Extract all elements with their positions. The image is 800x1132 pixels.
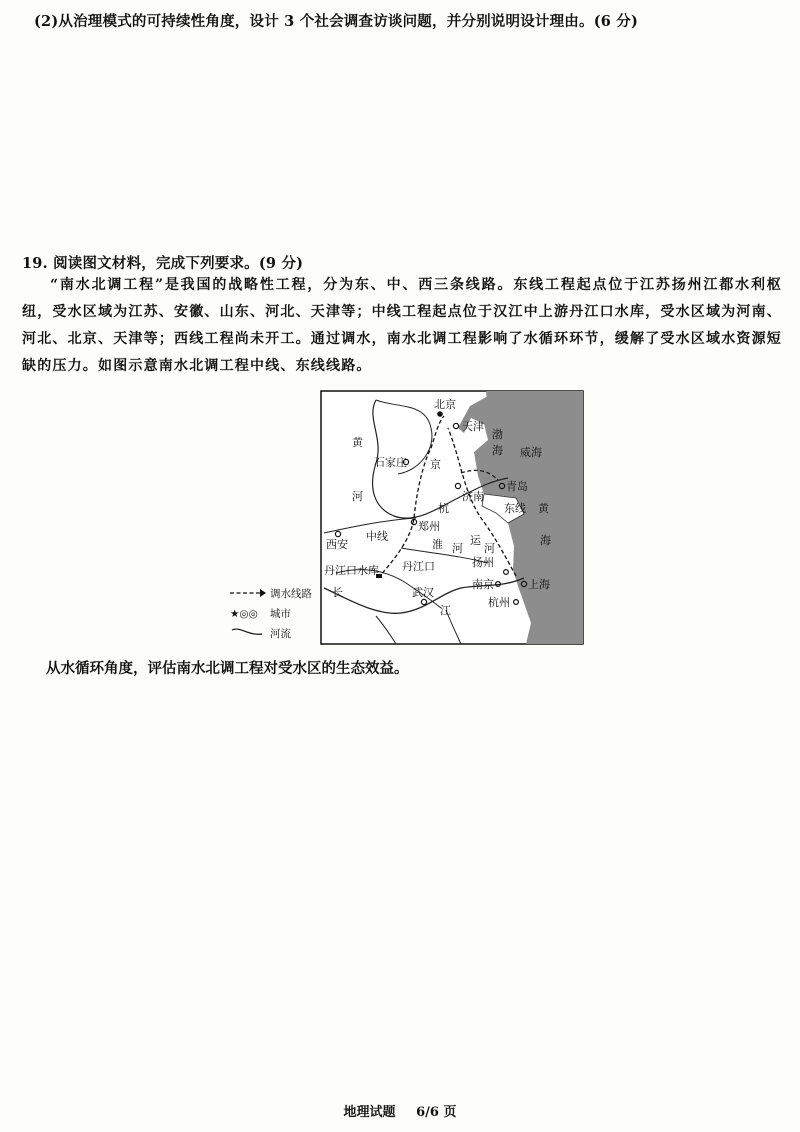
legend-route-arrow bbox=[260, 589, 266, 597]
label-nanjing: 南京 bbox=[472, 578, 494, 591]
label-shanghai: 上海 bbox=[528, 578, 550, 591]
legend-river-label: 河流 bbox=[270, 628, 291, 640]
question-19-material: “南水北调工程”是我国的战略性工程，分为东、中、西三条线路。东线工程起点位于江苏扬州江都水利枢纽，受水区域为江苏、安徽、山东、河北、天津等；中线工程起点位于汉江中上游丹江口水库，受水区域为河南、河北、北京、天津等；西线工程尚未开工。通过调水，南水北调工程影响了水循环环节，缓解了受水区域水资源短缺的压力。如图示意南水北调工程中线、东线线路。 bbox=[22, 277, 782, 374]
label-weihai: 威海 bbox=[520, 446, 542, 459]
label-canal-hang: 杭 bbox=[438, 502, 449, 515]
question-19-prompt: 从水循环角度，评估南水北调工程对受水区的生态效益。 bbox=[46, 660, 409, 677]
label-yangtze-jiang: 江 bbox=[440, 604, 451, 617]
legend-city-symbol: ★◎◎ bbox=[230, 608, 258, 620]
label-hangzhou: 杭州 bbox=[488, 596, 510, 609]
label-beijing: 北京 bbox=[434, 398, 456, 411]
label-huanghai-2: 海 bbox=[540, 534, 551, 547]
label-yellow-river-1: 黄 bbox=[352, 436, 363, 449]
page-footer bbox=[0, 1101, 800, 1120]
label-zhongxian: 中线 bbox=[366, 530, 388, 543]
legend-route-label: 调水线路 bbox=[270, 588, 312, 600]
map-legend bbox=[230, 587, 312, 640]
label-qingdao: 青岛 bbox=[506, 480, 528, 493]
legend-river-symbol bbox=[232, 629, 262, 634]
label-huai-river-1: 淮 bbox=[432, 538, 443, 551]
beijing-city-marker bbox=[437, 411, 443, 417]
label-shijiazhuang: 石家庄 bbox=[374, 456, 407, 469]
label-danjiangkou: 丹江口 bbox=[402, 560, 435, 573]
footer-page-number: 6/6 页 bbox=[416, 1105, 457, 1120]
legend-city-label: 城市 bbox=[270, 608, 291, 620]
label-wuhan: 武汉 bbox=[412, 586, 434, 599]
question-18-part-2: (2)从治理模式的可持续性角度，设计 3 个社会调查访谈问题，并分别说明设计理由。(6 分) bbox=[34, 13, 639, 30]
label-yellow-river-2: 河 bbox=[352, 490, 363, 503]
label-canal-yun: 运 bbox=[470, 534, 481, 547]
label-zhengzhou: 郑州 bbox=[418, 520, 440, 533]
label-tianjin: 天津 bbox=[462, 420, 484, 433]
label-huai-river-2: 河 bbox=[452, 542, 463, 555]
label-huanghai-1: 黄 bbox=[538, 502, 549, 515]
south-north-water-diversion-map bbox=[226, 388, 586, 648]
label-xian: 西安 bbox=[326, 538, 348, 551]
question-19-heading: 19. 阅读图文材料，完成下列要求。(9 分) bbox=[22, 255, 304, 272]
label-bohai-1: 渤 bbox=[492, 428, 503, 441]
label-jinan: 济南 bbox=[462, 490, 484, 503]
label-canal-he: 河 bbox=[484, 542, 495, 555]
label-yangzhou: 扬州 bbox=[472, 556, 494, 569]
label-danjiangkou-reservoir: 丹江口水库 bbox=[324, 564, 379, 577]
footer-subject: 地理试题 bbox=[343, 1105, 396, 1120]
label-canal-jing: 京 bbox=[430, 458, 441, 471]
label-yangtze-chang: 长 bbox=[332, 586, 343, 599]
label-dongxian: 东线 bbox=[504, 502, 526, 515]
label-bohai-2: 海 bbox=[492, 444, 503, 457]
